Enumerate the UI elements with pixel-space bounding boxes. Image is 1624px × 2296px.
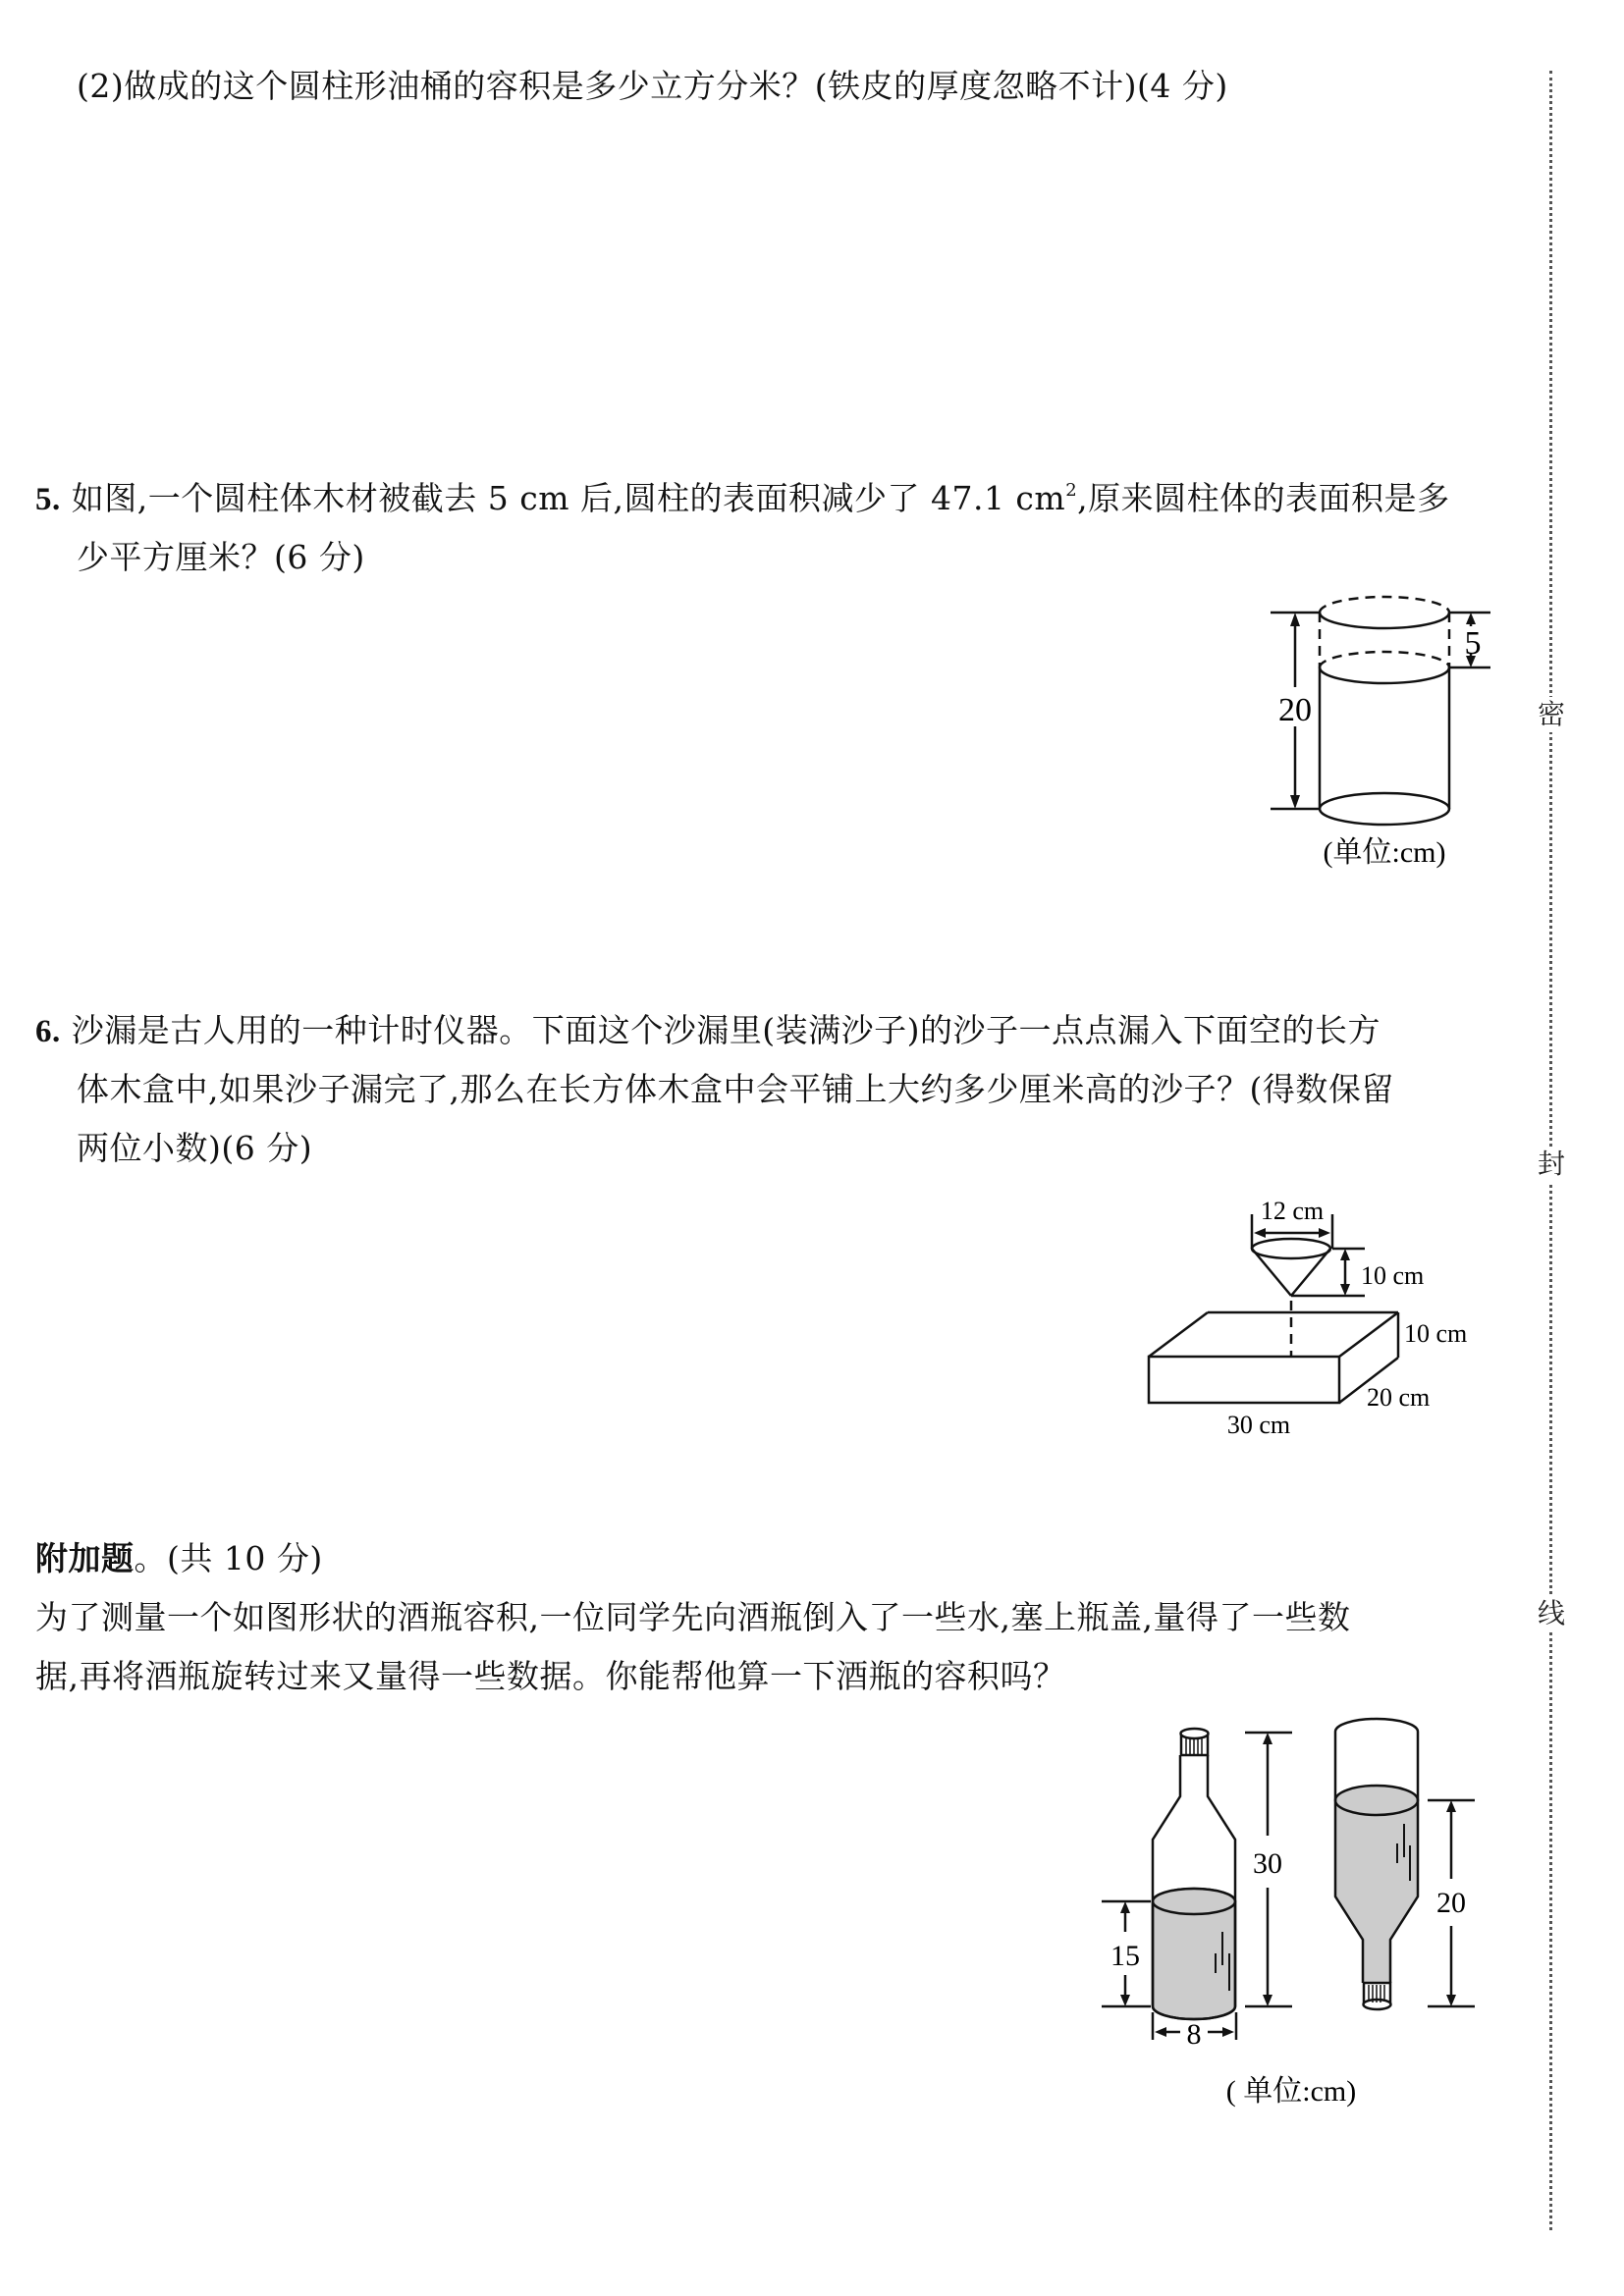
bonus-line1: 为了测量一个如图形状的酒瓶容积,一位同学先向酒瓶倒入了一些水,塞上瓶盖,量得了一些数	[35, 1598, 1351, 1636]
q6-number: 6.	[35, 1014, 61, 1049]
q5-line1	[35, 479, 1450, 519]
q5-number: 5.	[35, 482, 61, 517]
q5-cylinder-figure	[1257, 589, 1551, 883]
q4-part2-text: (2)做成的这个圆柱形油桶的容积是多少立方分米？(铁皮的厚度忽略不计)(4 分)	[77, 67, 1228, 105]
q6-text-1: 沙漏是古人用的一种计时仪器。下面这个沙漏里(装满沙子)的沙子一点点漏入下面空的长方	[71, 1011, 1380, 1049]
bonus-title-suffix: 。(共 10 分)	[134, 1539, 323, 1577]
bonus-title-line	[35, 1539, 323, 1578]
q5-cut-label: 5	[1464, 625, 1482, 662]
q6-cone-height-label: 10 cm	[1361, 1261, 1425, 1290]
bonus-diameter-label: 8	[1186, 2018, 1202, 2051]
q5-text-a: 如图,一个圆柱体木材被截去 5 cm 后,圆柱的表面积减少了 47.1 cm	[71, 479, 1066, 517]
bonus-title: 附加题	[35, 1539, 135, 1577]
bonus-bottle-height-label: 30	[1253, 1847, 1282, 1880]
q6-box-length-label: 30 cm	[1226, 1411, 1291, 1439]
q6-line3: 两位小数)(6 分)	[77, 1129, 313, 1167]
bonus-air-height-label: 20	[1436, 1887, 1466, 1919]
q6-line2: 体木盒中,如果沙子漏完了,那么在长方体木盒中会平铺上大约多少厘米高的沙子？(得数保留	[77, 1070, 1394, 1108]
q5-text-b: ,原来圆柱体的表面积是多	[1077, 479, 1450, 517]
q5-height-label: 20	[1278, 692, 1312, 728]
q5-line2: 少平方厘米？(6 分)	[77, 538, 365, 576]
q5-unit-label: (单位:cm)	[1323, 836, 1446, 869]
margin-char-mi: 密	[1537, 698, 1565, 730]
q6-line1	[35, 1011, 1380, 1051]
q6-hourglass-box-figure	[1139, 1188, 1512, 1472]
bonus-bottle-figure	[1090, 1708, 1522, 2140]
margin-char-xian: 线	[1537, 1597, 1565, 1629]
margin-char-feng: 封	[1537, 1148, 1565, 1180]
bonus-unit-label: ( 单位:cm)	[1225, 2075, 1357, 2108]
q6-box-height-label: 10 cm	[1404, 1319, 1468, 1348]
q6-cone-diameter-label: 12 cm	[1260, 1197, 1325, 1225]
bonus-water-height-label: 15	[1110, 1940, 1140, 1972]
q6-box-width-label: 20 cm	[1367, 1383, 1431, 1412]
q5-superscript: 2	[1065, 480, 1078, 501]
bonus-line2: 据,再将酒瓶旋转过来又量得一些数据。你能帮他算一下酒瓶的容积吗？	[35, 1657, 1066, 1695]
